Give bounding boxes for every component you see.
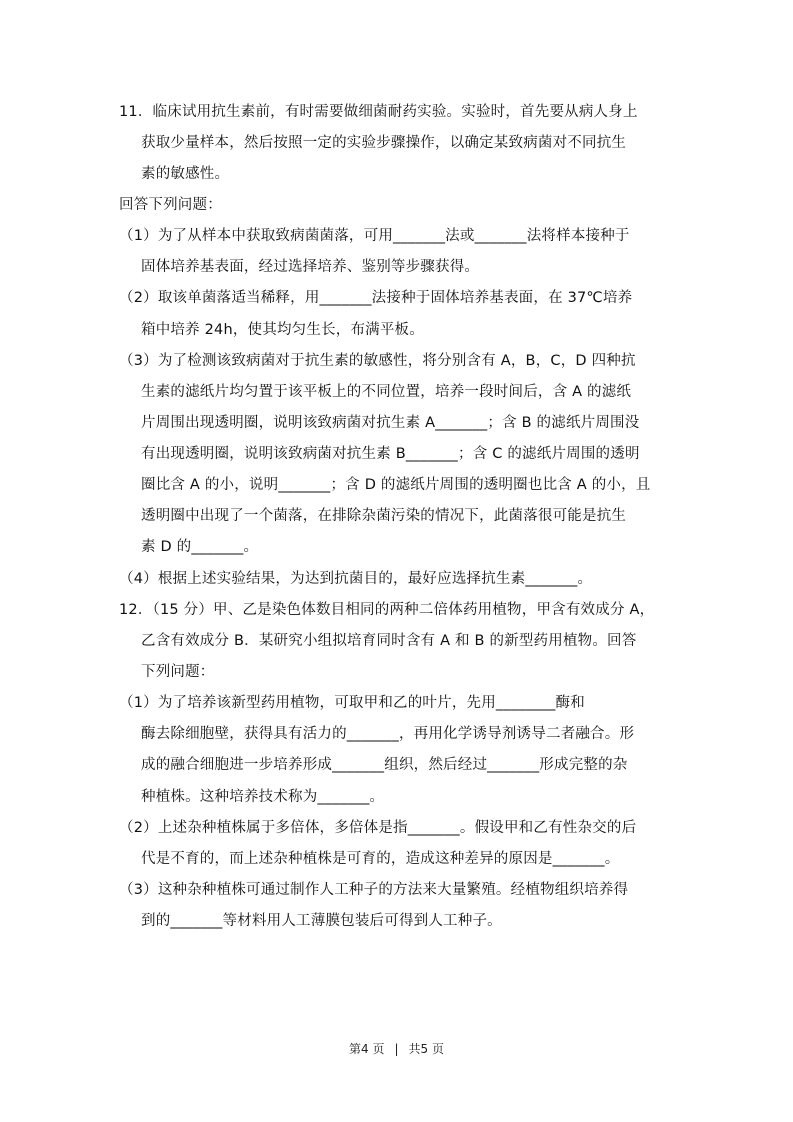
- text-line: （3）这种杂种植株可通过制作人工种子的方法来大量繁殖。经植物组织培养得: [119, 882, 629, 898]
- text-line: 有出现透明圈，说明该致病菌对抗生素 B_______；含 C 的滤纸片周围的透明: [141, 446, 640, 462]
- text-line: 代是不育的，而上述杂种植株是可育的，造成这种差异的原因是_______。: [141, 851, 620, 867]
- text-line: 酶去除细胞壁，获得具有活力的_______，再用化学诱导剂诱导二者融合。形: [141, 726, 635, 742]
- page-footer: [0, 1041, 793, 1057]
- text-line: （4）根据上述实验结果，为达到抗菌目的，最好应选择抗生素_______。: [119, 571, 593, 587]
- text-line: 素 D 的_______。: [141, 539, 259, 555]
- text-line: 固体培养基表面，经过选择培养、鉴别等步骤获得。: [141, 259, 480, 275]
- text-line: （2）上述杂种植株属于多倍体，多倍体是指_______。假设甲和乙有性杂交的后: [119, 820, 637, 836]
- text-line: 透明圈中出现了一个菌落，在排除杂菌污染的情况下，此菌落很可能是抗生: [141, 508, 627, 524]
- text-line: 圈比含 A 的小，说明_______；含 D 的滤纸片周围的透明圈也比含 A 的小，且: [141, 477, 651, 493]
- text-line: （1）为了从样本中获取致病菌菌落，可用_______法或_______法将样本接种于: [119, 228, 630, 244]
- text-line: 箱中培养 24h，使其均匀生长，布满平板。: [141, 322, 424, 338]
- text-line: 下列问题：: [141, 664, 215, 680]
- text-line: （3）为了检测该致病菌对于抗生素的敏感性，将分别含有 A，B，C，D 四种抗: [119, 353, 636, 369]
- page-total: 共5 页: [408, 1042, 444, 1056]
- text-line: 12．（15 分）甲、乙是染色体数目相同的两种二倍体药用植物，甲含有效成分 A，: [119, 602, 655, 618]
- text-line: 生素的滤纸片均匀置于该平板上的不同位置，培养一段时间后，含 A 的滤纸: [141, 384, 632, 400]
- text-line: 乙含有效成分 B．某研究小组拟培育同时含有 A 和 B 的新型药用植物。回答: [141, 633, 637, 649]
- page-number: 第4 页: [349, 1042, 385, 1056]
- text-line: 回答下列问题：: [119, 197, 222, 213]
- text-line: 到的_______等材料用人工薄膜包装后可得到人工种子。: [141, 913, 502, 929]
- text-line: （2）取该单菌落适当稀释，用_______法接种于固体培养基表面，在 37℃培养: [119, 290, 633, 306]
- text-line: 片周围出现透明圈，说明该致病菌对抗生素 A_______；含 B 的滤纸片周围没: [141, 415, 640, 431]
- text-line: 种植株。这种培养技术称为_______。: [141, 789, 385, 805]
- text-line: 11．临床试用抗生素前，有时需要做细菌耐药实验。实验时，首先要从病人身上: [119, 104, 638, 120]
- footer-separator: |: [394, 1042, 399, 1056]
- text-line: 获取少量样本，然后按照一定的实验步骤操作，以确定某致病菌对不同抗生: [141, 135, 627, 151]
- text-line: 成的融合细胞进一步培养形成_______组织，然后经过_______形成完整的杂: [141, 757, 628, 773]
- text-line: （1）为了培养该新型药用植物，可取甲和乙的叶片，先用________酶和: [119, 695, 585, 711]
- text-line: 素的敏感性。: [141, 166, 230, 182]
